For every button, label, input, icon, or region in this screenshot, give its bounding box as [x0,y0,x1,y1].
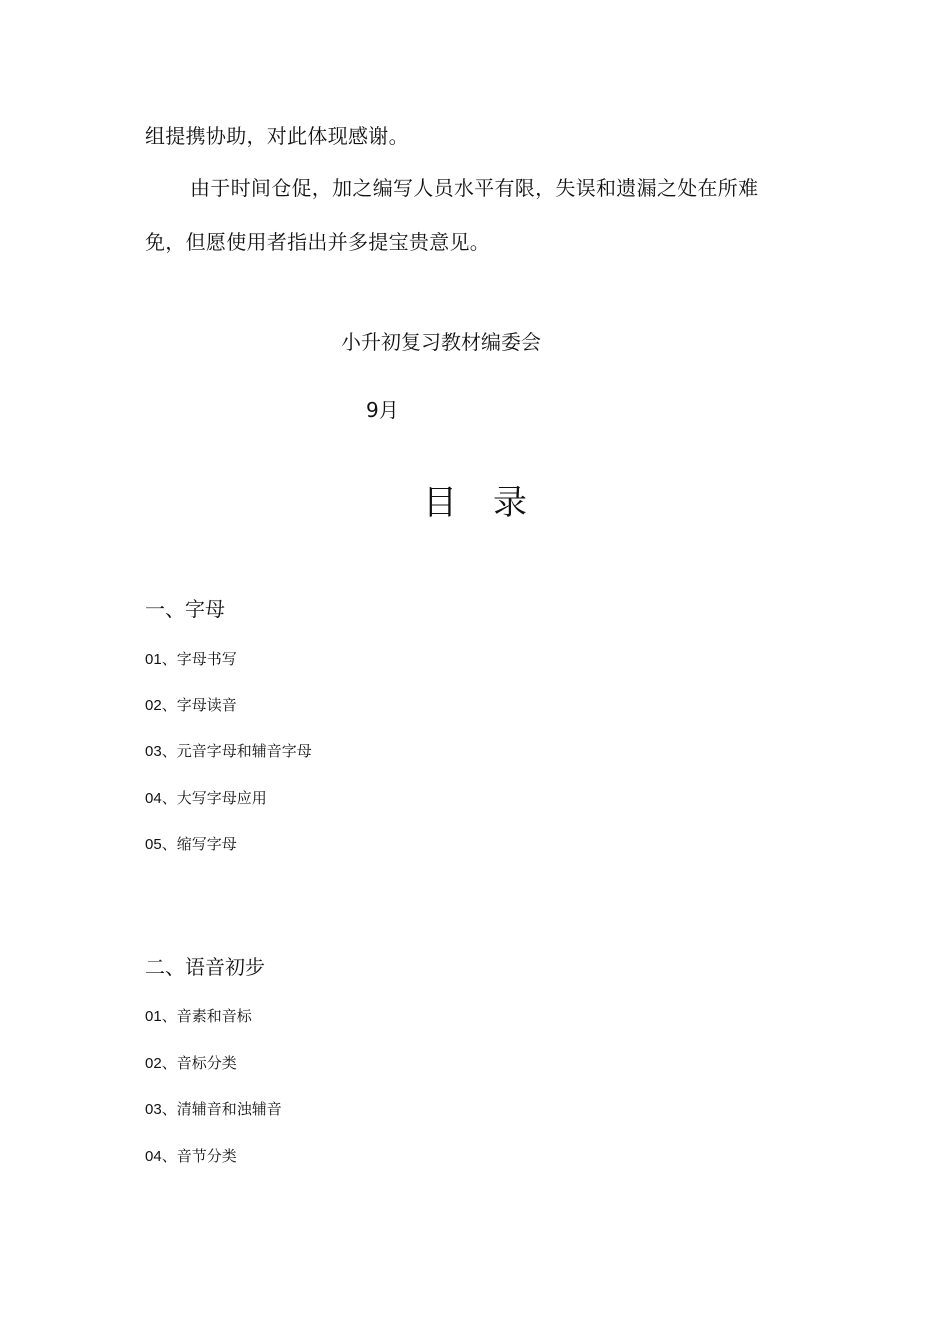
toc-item-text: 、音素和音标 [161,1007,252,1025]
toc-item-number: 01 [145,651,162,668]
toc-item-text: 、字母书写 [161,650,237,668]
toc-item-number: 02 [145,697,162,714]
toc-item [145,1006,252,1027]
toc-item-text: 、清辅音和浊辅音 [161,1100,282,1118]
toc-item-number: 03 [145,743,162,760]
toc-item [145,649,237,670]
toc-item-number: 04 [145,1148,162,1165]
preface-line-1: 组提携协助，对此体现感谢。 [145,124,409,148]
toc-item-text: 、音节分类 [161,1147,237,1165]
toc-item-number: 02 [145,1055,162,1072]
toc-item-text: 、元音字母和辅音字母 [161,742,312,760]
toc-item [145,834,237,855]
toc-item-number: 04 [145,790,162,807]
preface-line-2: 由于时间仓促，加之编写人员水平有限，失误和遗漏之处在所难 [190,176,759,200]
toc-item-text: 、字母读音 [161,696,237,714]
toc-section-heading-2: 二、语音初步 [145,955,265,979]
toc-title: 目录 [423,483,563,523]
toc-item-number: 03 [145,1101,162,1118]
toc-item-text: 、缩写字母 [161,835,237,853]
toc-item [145,695,237,716]
toc-section-heading-1: 一、字母 [145,597,225,621]
toc-item-text: 、音标分类 [161,1054,237,1072]
toc-item-number: 01 [145,1008,162,1025]
toc-item [145,741,312,762]
toc-item [145,788,267,809]
toc-item [145,1146,237,1167]
signature-date: 9月 [366,398,399,422]
toc-item-number: 05 [145,836,162,853]
signature-committee: 小升初复习教材编委会 [341,330,541,354]
preface-line-3: 免，但愿使用者指出并多提宝贵意见。 [145,230,491,254]
toc-item [145,1099,282,1120]
toc-item [145,1053,237,1074]
toc-item-text: 、大写字母应用 [161,789,267,807]
